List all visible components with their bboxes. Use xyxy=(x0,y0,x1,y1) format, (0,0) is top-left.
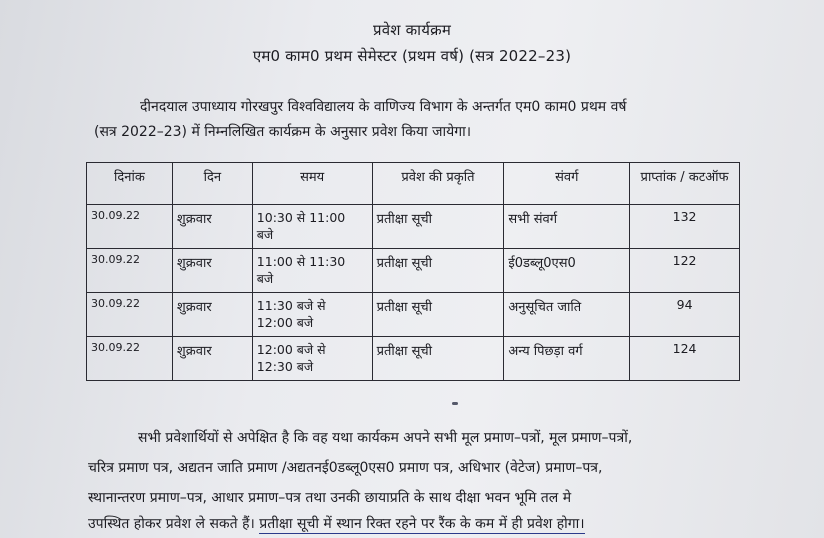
intro-line-2: (सत्र 2022–23) में निम्नलिखित कार्यक्रम के अनुसार प्रवेश किया जायेगा। xyxy=(94,124,472,140)
time-line-2: बजे xyxy=(256,227,274,242)
cell-date: 30.09.22 xyxy=(87,337,173,381)
cell-nature: प्रतीक्षा सूची xyxy=(372,337,504,381)
body-line-1: सभी प्रवेशार्थियों से अपेक्षित है कि वह यथा कार्यकम अपने सभी मूल प्रमाण–पत्रों, मूल प्रमाण–पत्रों, xyxy=(138,430,633,446)
body-line-4-start: उपस्थित होकर प्रवेश ले सकते हैं। xyxy=(88,516,255,532)
cell-date: 30.09.22 xyxy=(87,205,173,249)
document-title: प्रवेश कार्यक्रम xyxy=(372,21,452,39)
cell-category: अनुसूचित जाति xyxy=(504,293,630,337)
cell-time xyxy=(252,249,372,293)
cell-time xyxy=(252,293,372,337)
time-line-2: 12:00 बजे xyxy=(256,315,314,330)
cell-cutoff: 124 xyxy=(630,337,740,381)
time-line-1: 10:30 से 11:00 xyxy=(256,210,346,225)
cell-cutoff: 94 xyxy=(630,293,740,337)
cell-category: ई0डब्लू0एस0 xyxy=(504,249,630,293)
time-line-1: 11:00 से 11:30 xyxy=(256,254,346,269)
header-time: समय xyxy=(252,163,372,205)
time-line-1: 12:00 बजे से xyxy=(256,342,326,357)
body-line-4 xyxy=(88,514,585,533)
header-date: दिनांक xyxy=(87,163,173,205)
underlined-notice: प्रतीक्षा सूची में स्थान रिक्त रहने पर रैंक के कम में ही प्रवेश होगा। xyxy=(259,516,585,532)
time-line-2: बजे xyxy=(256,271,274,286)
cell-day: शुक्रवार xyxy=(172,249,252,293)
cell-day: शुक्रवार xyxy=(172,205,252,249)
ink-mark xyxy=(452,402,458,405)
cell-nature: प्रतीक्षा सूची xyxy=(372,205,504,249)
cell-date: 30.09.22 xyxy=(87,249,173,293)
time-line-1: 11:30 बजे से xyxy=(256,298,326,313)
header-nature: प्रवेश की प्रकृति xyxy=(372,163,504,205)
cell-date: 30.09.22 xyxy=(87,293,173,337)
cell-nature: प्रतीक्षा सूची xyxy=(372,249,504,293)
table-row xyxy=(87,293,740,337)
table-row xyxy=(87,337,740,381)
time-line-2: 12:30 बजे xyxy=(256,359,314,374)
intro-line-1: दीनदयाल उपाध्याय गोरखपुर विश्वविद्यालय के वाणिज्य विभाग के अन्तर्गत एम0 काम0 प्रथम वर्ष xyxy=(140,99,627,115)
header-day: दिन xyxy=(172,163,252,205)
table-header-row xyxy=(87,163,740,205)
body-line-2: चरित्र प्रमाण पत्र, अद्यतन जाति प्रमाण /अद्यतनई0डब्लू0एस0 प्रमाण पत्र, अधिभार (वेटेज) प्रमाण–पत्र, xyxy=(88,460,603,476)
table-row xyxy=(87,205,740,249)
header-cutoff: प्राप्तांक / कटऑफ xyxy=(630,163,740,205)
cell-day: शुक्रवार xyxy=(172,293,252,337)
header-category: संवर्ग xyxy=(504,163,630,205)
cell-nature: प्रतीक्षा सूची xyxy=(372,293,504,337)
cell-category: अन्य पिछड़ा वर्ग xyxy=(504,337,630,381)
admission-schedule-table xyxy=(86,162,740,381)
cell-time xyxy=(252,205,372,249)
cell-time xyxy=(252,337,372,381)
cell-cutoff: 122 xyxy=(630,249,740,293)
cell-cutoff: 132 xyxy=(630,205,740,249)
document-subtitle: एम0 काम0 प्रथम सेमेस्टर (प्रथम वर्ष) (सत्र 2022–23) xyxy=(252,47,572,65)
table-row xyxy=(87,249,740,293)
cell-day: शुक्रवार xyxy=(172,337,252,381)
body-line-3: स्थानान्तरण प्रमाण–पत्र, आधार प्रमाण–पत्र तथा उनकी छायाप्रति के साथ दीक्षा भवन भूमि तल मे xyxy=(88,490,572,506)
cell-category: सभी संवर्ग xyxy=(504,205,630,249)
